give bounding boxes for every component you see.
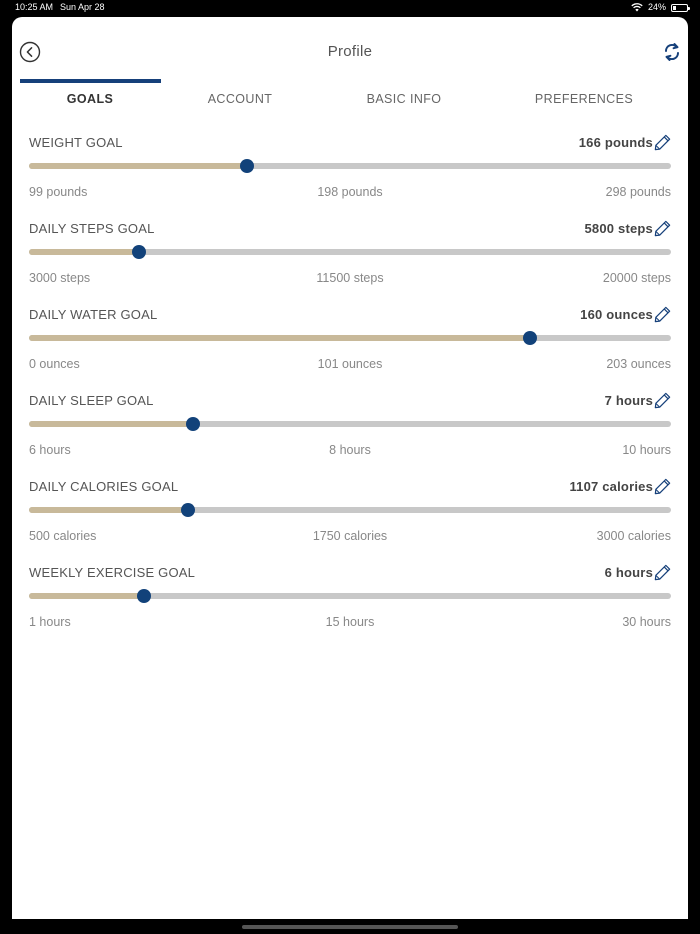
pencil-icon[interactable] [653,133,672,152]
status-time: 10:25 AM [15,2,54,12]
goal-item-weekly-exercise-goal [29,565,671,645]
goal-slider-track[interactable] [29,507,671,513]
status-right [631,0,688,14]
goal-max-label: 3000 calories [596,529,671,543]
goal-mid-label: 198 pounds [317,185,383,199]
goal-slider-fill [29,163,247,169]
goal-label: DAILY STEPS GOAL [29,221,155,236]
refresh-icon[interactable] [662,41,682,63]
goal-min-label: 0 ounces [29,357,80,371]
goal-item-daily-calories-goal [29,479,671,559]
goal-label: WEIGHT GOAL [29,135,123,150]
goal-mid-label: 1750 calories [312,529,388,543]
home-indicator [242,925,458,929]
goal-value: 160 ounces [580,307,653,322]
goal-mid-label: 8 hours [329,443,371,457]
status-date: Sun Apr 28 [60,2,105,12]
goal-slider-track[interactable] [29,249,671,255]
goal-slider-track[interactable] [29,163,671,169]
battery-percent: 24% [647,2,666,12]
goal-max-label: 10 hours [622,443,671,457]
pencil-icon[interactable] [653,477,672,496]
goal-label: DAILY SLEEP GOAL [29,393,154,408]
goal-slider-track[interactable] [29,421,671,427]
header [12,17,688,79]
profile-sheet [12,17,688,919]
pencil-icon[interactable] [653,219,672,238]
goal-value: 5800 steps [584,221,653,236]
goal-item-daily-sleep-goal [29,393,671,473]
goal-slider-fill [29,421,193,427]
tab-goals[interactable]: GOALS [66,92,114,106]
goal-slider-track[interactable] [29,335,671,341]
goal-value: 166 pounds [578,135,653,150]
tab-bar [20,79,680,119]
goal-item-daily-steps-goal [29,221,671,301]
goal-value: 6 hours [604,565,653,580]
goal-min-label: 1 hours [29,615,71,629]
goal-mid-label: 15 hours [325,615,375,629]
goal-item-weight-goal [29,135,671,215]
wifi-icon [631,3,643,12]
active-tab-indicator [20,79,161,83]
goal-max-label: 203 ounces [606,357,671,371]
goal-label: DAILY CALORIES GOAL [29,479,179,494]
pencil-icon[interactable] [653,391,672,410]
goal-slider-fill [29,249,139,255]
goal-min-label: 99 pounds [29,185,88,199]
goal-slider-fill [29,507,188,513]
tab-account[interactable]: ACCOUNT [207,92,273,106]
tab-preferences[interactable]: PREFERENCES [534,92,634,106]
tab-basic-info[interactable]: BASIC INFO [366,92,442,106]
goal-value: 7 hours [604,393,653,408]
goal-slider-thumb[interactable] [240,159,254,173]
goal-slider-thumb[interactable] [137,589,151,603]
goal-value: 1107 calories [569,479,653,494]
page-title: Profile [327,43,373,60]
goal-min-label: 500 calories [29,529,97,543]
goal-max-label: 30 hours [622,615,671,629]
status-bar [0,0,700,16]
goal-max-label: 298 pounds [605,185,671,199]
goal-label: WEEKLY EXERCISE GOAL [29,565,196,580]
goal-slider-thumb[interactable] [186,417,200,431]
goal-min-label: 3000 steps [29,271,91,285]
goal-slider-thumb[interactable] [132,245,146,259]
goal-slider-thumb[interactable] [181,503,195,517]
goal-label: DAILY WATER GOAL [29,307,158,322]
goal-max-label: 20000 steps [602,271,671,285]
goal-min-label: 6 hours [29,443,71,457]
goal-mid-label: 11500 steps [316,271,384,285]
goal-slider-fill [29,593,144,599]
goal-item-daily-water-goal [29,307,671,387]
goal-slider-fill [29,335,530,341]
goal-mid-label: 101 ounces [317,357,383,371]
pencil-icon[interactable] [653,305,672,324]
goal-slider-thumb[interactable] [523,331,537,345]
pencil-icon[interactable] [653,563,672,582]
battery-icon [671,4,688,12]
goal-slider-track[interactable] [29,593,671,599]
